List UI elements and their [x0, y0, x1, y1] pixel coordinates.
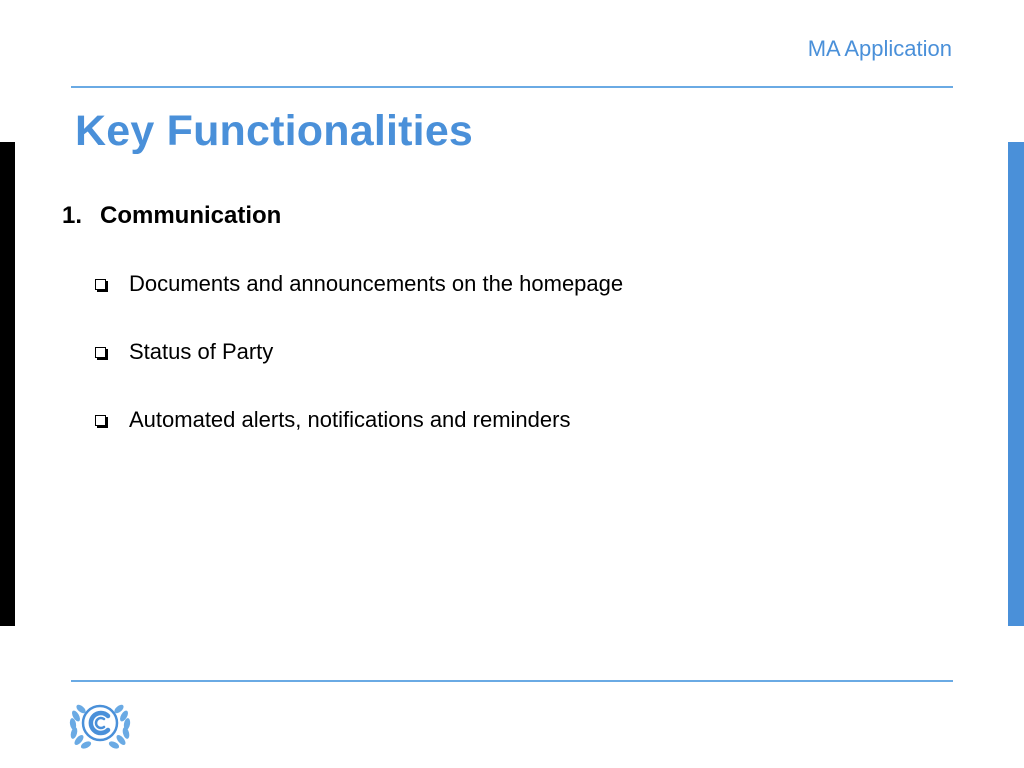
left-accent-bar — [0, 142, 15, 626]
header-label: MA Application — [807, 36, 952, 61]
unfccc-logo-icon — [66, 694, 134, 752]
footer-divider — [71, 680, 953, 682]
checkbox-bullet-icon — [95, 279, 106, 290]
slide-title: Key Functionalities — [75, 107, 474, 155]
section-heading-text: Communication — [100, 202, 282, 229]
bullet-text: Status of Party — [129, 339, 274, 364]
list-item — [94, 268, 623, 300]
section-number: 1. — [62, 202, 83, 229]
list-item — [94, 336, 623, 368]
right-accent-bar — [1008, 142, 1024, 626]
header-divider — [71, 86, 953, 88]
section-heading — [62, 202, 281, 230]
bullet-text: Documents and announcements on the homepage — [129, 271, 624, 296]
list-item — [94, 404, 623, 436]
bullet-list — [94, 268, 623, 472]
checkbox-bullet-icon — [95, 347, 106, 358]
bullet-text: Automated alerts, notifications and reminders — [129, 407, 571, 432]
checkbox-bullet-icon — [95, 415, 106, 426]
